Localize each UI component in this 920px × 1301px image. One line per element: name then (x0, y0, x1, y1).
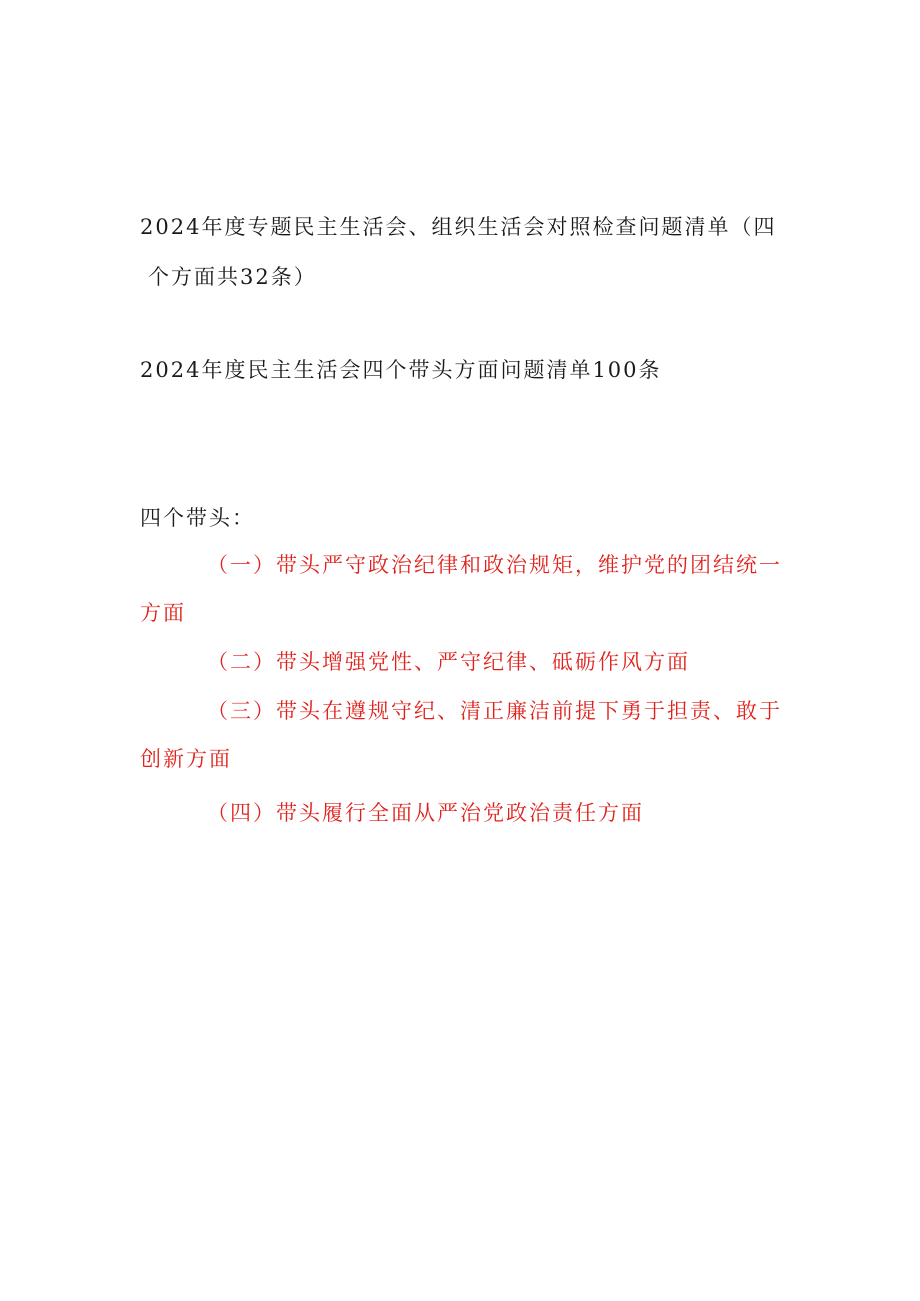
title-line-2: 2024年度民主生活会四个带头方面问题清单100条 (140, 358, 662, 382)
list-item-1: （一）带头严守政治纪律和政治规矩，维护党的团结统一 (207, 553, 782, 577)
list-item-4: （四）带头履行全面从严治党政治责任方面 (207, 801, 644, 825)
list-item-1-continued: 方面 (140, 601, 186, 625)
title-line-1: 2024年度专题民主生活会、组织生活会对照检查问题清单（四 (140, 215, 777, 239)
list-item-2: （二）带头增强党性、严守纪律、砥砺作风方面 (207, 650, 690, 674)
list-item-3-continued: 创新方面 (140, 747, 232, 771)
list-item-3: （三）带头在遵规守纪、清正廉洁前提下勇于担责、敢于 (207, 699, 782, 723)
title-line-1-continued: 个方面共32条） (148, 265, 317, 289)
section-heading: 四个带头： (140, 506, 255, 530)
